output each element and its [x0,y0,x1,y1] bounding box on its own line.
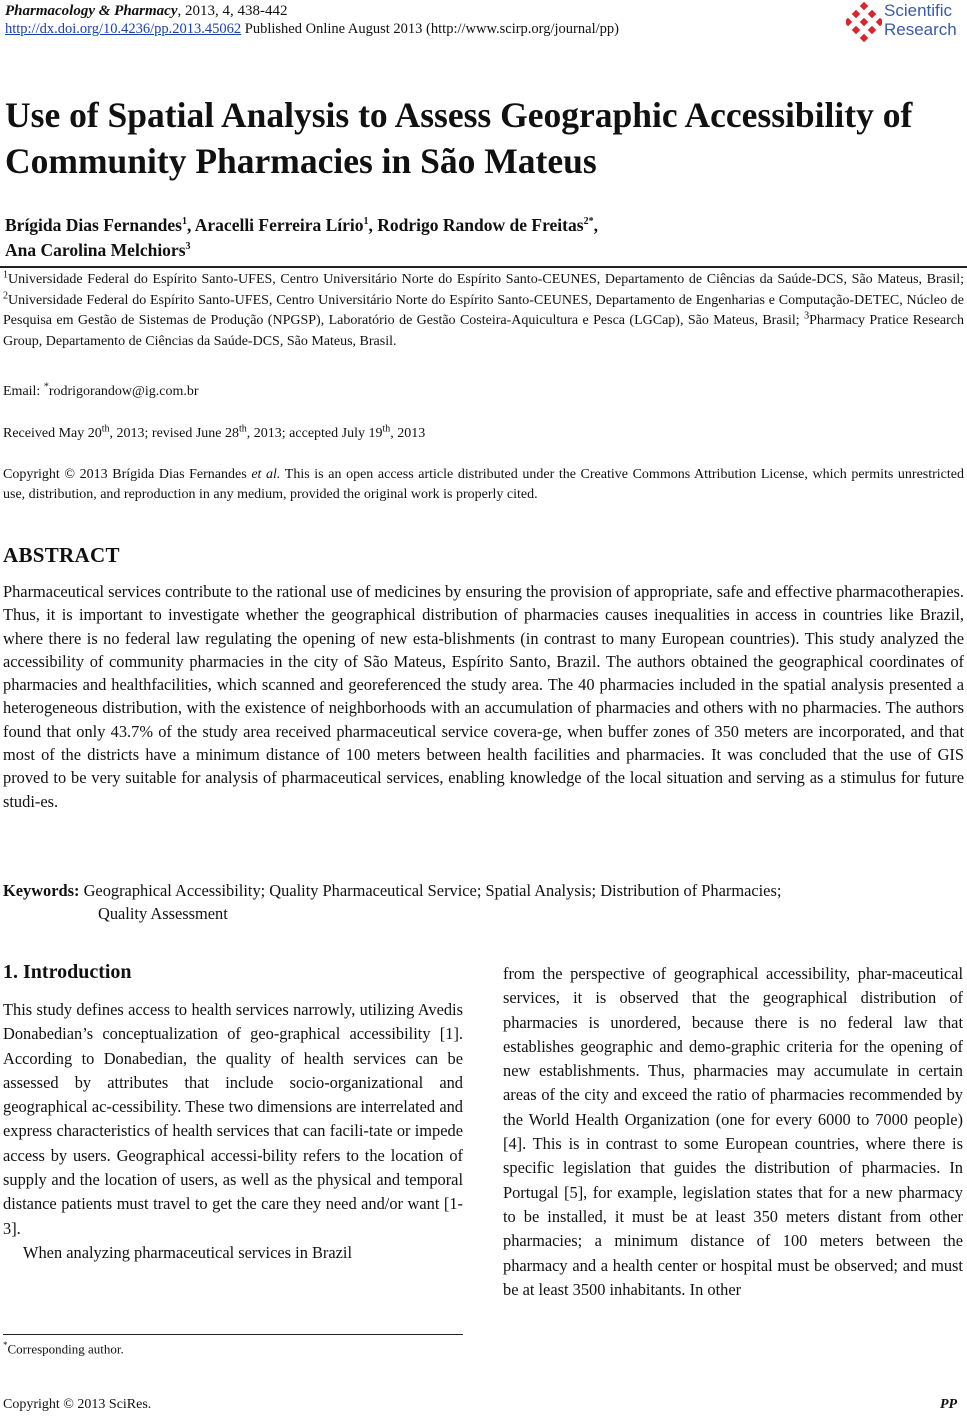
abstract-text: Pharmaceutical services contribute to the rational use of medicines by ensuring the provision of appropriate, safe and effective pharmacotherapies. Thus, it is important to investigate whether the geographical distribution of pharmacies causes inequalities in access in countries like Brazil, where there is no federal law regulating the opening of new esta-blishments (in contrast to many European countries). This study analyzed the accessibility of community pharmacies in the city of São Mateus, Espírito Santo, Brazil. The authors obtained the geographical coordinates of pharmacies and healthfacilities, which scanned and georeferenced the study area. The 40 pharmacies included in the spatial analysis presented a heterogeneous distribution, with the existence of neighborhoods with an accumulation of pharmacies and others with no pharmacies. The authors found that only 43.7% of the study area received pharmaceutical service covera-ge, when buffer zones of 350 meters are incorporated, and that most of the districts have a minimum distance of 100 meters between health facilities and pharmacies. It was concluded that the use of GIS proved to be very suitable for analysis of pharmaceutical services, enabling knowledge of the local situation and serving as a stimulus for future studi-es. [3,582,964,811]
submission-dates: Received May 20th, 2013; revised June 28th, 2013; accepted July 19th, 2013 [3,423,426,441]
author-affiliation-mark: 1 [181,216,187,228]
corresponding-email: Email: *rodrigorandow@ig.com.br [3,381,199,399]
footer-copyright: Copyright © 2013 SciRes. [3,1397,152,1412]
logo-word-1: Scientific [884,1,953,20]
author-affiliation-mark: 3 [185,241,191,253]
author-affiliation-mark: 2* [583,216,594,228]
keywords [3,879,964,925]
scientific-research-logo [846,0,967,44]
author-list: Brígida Dias Fernandes$^1$, Aracelli Ferreira Lírio$^1$, Rodrigo Randow de Freitas$^{2*}$, Ana Carolina Melchiors$^3$ [5,215,598,260]
paper-title: Use of Spatial Analysis to Assess Geographic Accessibility of Community Pharmacies in São Mateus [5,95,913,181]
paragraph: This study defines access to health services narrowly, utilizing Avedis Donabedian’s conceptualization of geo-graphical accessibility [1]. According to Donabedian, the quality of health services can be assessed by attributes that include socio-organizational and geographical ac-cessibility. These two dimensions are interrelated and express characteristics of health services that can facili-tate or impede access by users. Geographical accessi-bility refers to the location of supply and the location of users, as well as the physical and temporal distance patients must travel to get the care they need and/or want [1-3]. [3,1000,463,1238]
author-name: Ana Carolina Melchiors [5,240,186,260]
logo-diamond-icon [846,2,882,42]
author-affiliation-mark: 1 [363,216,369,228]
footnote-divider [3,1334,463,1335]
doi-line [5,21,619,38]
paragraph: from the perspective of geographical accessibility, phar-maceutical services, it is observed that the geographical distribution of pharmacies is unordered, because there is no federal law that establishes geographic and demo-graphic criteria for the opening of new establishments. Thus, pharmacies may accumulate in certain areas of the city and exceed the ratio of pharmacies recommended by the World Health Organization (one for every 6000 to 7000 people) [4]. This is in contrast to some European countries, where there is specific legislation that guides the distribution of pharmacies. In Portugal [5], for example, legislation states that for a new pharmacy to be installed, it must be at least 350 meters distant from other pharmacies; a minimum distance of 100 meters between the pharmacy and a health center or hospital must be observed; and must be at least 3500 inhabitants. In other [503,964,963,1299]
journal-name: Pharmacology & Pharmacy [5,3,178,19]
logo-word-2: Research [884,20,957,39]
section-heading-introduction: 1. Introduction [3,961,132,983]
keywords-line-1: Geographical Accessibility; Quality Pharmaceutical Service; Spatial Analysis; Distribution of Pharmacies; [79,881,782,900]
doi-link[interactable]: http://dx.doi.org/10.4236/pp.2013.45062 [5,21,242,37]
keywords-label: Keywords: [3,881,80,900]
affiliations: $^1$Universidade Federal do Espírito Santo-UFES, Centro Universitário Norte do Espírito Santo-CEUNES, Departamento de Ciências da Saúde-DCS, São Mateus, Brasil; $^2$Universidade Federal do Espírito Santo-UFES, Centro Universitário Norte do Espírito Santo-CEUNES, Departamento de Engenharias e Computação-DETEC, Núcleo de Pesquisa em Gestão de Sistemas de Produção (NPGSP), Laboratório de Gestão Costeira-Aquicultura e Pesca (LGCap), São Mateus, Brasil; $^3$Pharmacy Pratice Research Group, Departamento de Ciências da Saúde-DCS, São Mateus, Brasil. [3,269,964,349]
journal-details: , 2013, 4, 438-442 [177,3,288,19]
paragraph: When analyzing pharmaceutical services in Brazil [23,1242,353,1262]
publication-info: Published Online August 2013 (http://www.scirp.org/journal/pp) [241,21,619,37]
author-name: Brígida Dias Fernandes [5,215,182,235]
journal-citation [5,3,288,20]
footer-journal-abbrev: PP [940,1397,958,1412]
author-name: Rodrigo Randow de Freitas [377,215,584,235]
header-divider [0,266,967,268]
keywords-line-2: Quality Assessment [98,904,228,923]
copyright-notice: Copyright © 2013 Brígida Dias Fernandes et al. This is an open access article distributed under the Creative Commons Attribution License, which permits unrestricted use, distribution, and reproduction in any medium, provided the original work is properly cited. [3,467,965,502]
email-address[interactable]: rodrigorandow@ig.com.br [48,384,199,399]
left-column [3,998,463,1265]
author-name: Aracelli Ferreira Lírio [194,215,364,235]
abstract-heading: ABSTRACT [3,543,120,567]
footnote: *Corresponding author. [3,1340,124,1357]
right-column [503,962,963,1302]
